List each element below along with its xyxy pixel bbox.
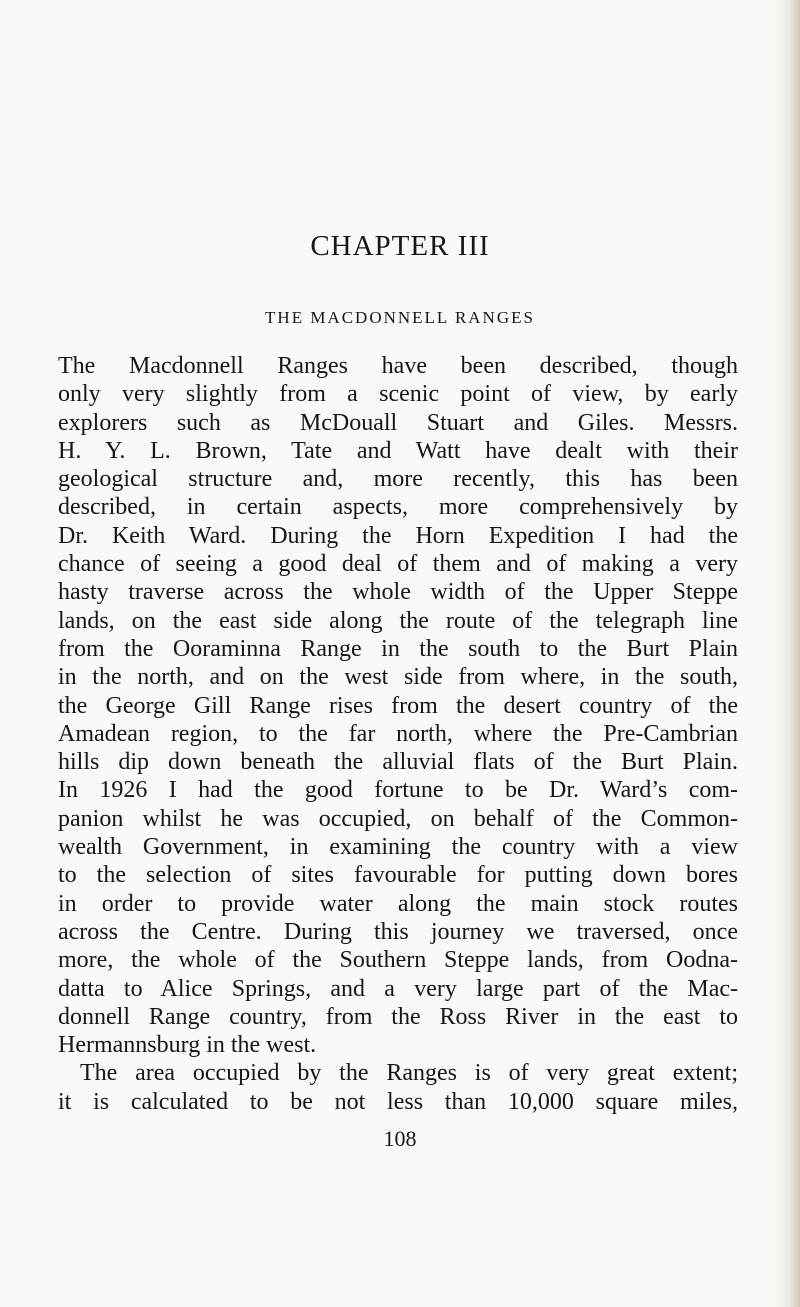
text-line: panion whilst he was occupied, on behalf of the Common- xyxy=(58,805,738,832)
paragraph-1 xyxy=(58,352,738,1059)
text-line: In 1926 I had the good fortune to be Dr. Ward’s com- xyxy=(58,777,738,804)
text-line: the George Gill Range rises from the desert country of the xyxy=(58,692,738,719)
text-line: described, in certain aspects, more comprehensively by xyxy=(58,494,738,521)
chapter-title: THE MACDONNELL RANGES xyxy=(265,308,535,327)
page-edge-shadow xyxy=(774,0,800,1307)
text-line: more, the whole of the Southern Steppe lands, from Oodna- xyxy=(58,947,738,974)
paragraph-2 xyxy=(58,1059,738,1116)
text-line: lands, on the east side along the route of the telegraph line xyxy=(58,607,738,634)
text-line: only very slightly from a scenic point of view, by early xyxy=(58,381,738,408)
text-line: Hermannsburg in the west. xyxy=(58,1032,317,1059)
text-line: Amadean region, to the far north, where the Pre-Cambrian xyxy=(58,720,738,747)
text-line: explorers such as McDouall Stuart and Giles. Messrs. xyxy=(58,409,738,436)
text-line: geological structure and, more recently, this has been xyxy=(58,466,738,493)
text-line: Dr. Keith Ward. During the Horn Expedition I had the xyxy=(58,522,738,549)
text-line: wealth Government, in examining the country with a view xyxy=(58,834,738,861)
body-text xyxy=(58,352,738,1116)
text-line: in the north, and on the west side from where, in the south, xyxy=(58,664,738,691)
text-line: donnell Range country, from the Ross River in the east to xyxy=(58,1003,738,1030)
text-line: it is calculated to be not less than 10,000 square miles, xyxy=(58,1088,738,1115)
page-number: 108 xyxy=(383,1126,417,1151)
text-line: in order to provide water along the main stock routes xyxy=(58,890,738,917)
text-line: The area occupied by the Ranges is of very great extent; xyxy=(80,1060,738,1087)
text-line: datta to Alice Springs, and a very large part of the Mac- xyxy=(58,975,738,1002)
text-line: from the Ooraminna Range in the south to the Burt Plain xyxy=(58,635,738,662)
text-line: across the Centre. During this journey we traversed, once xyxy=(58,918,738,945)
text-line: The Macdonnell Ranges have been described, though xyxy=(58,353,738,379)
text-line: chance of seeing a good deal of them and of making a very xyxy=(58,551,738,578)
chapter-heading: CHAPTER III xyxy=(310,230,490,262)
text-line: to the selection of sites favourable for putting down bores xyxy=(58,862,738,889)
text-line: hasty traverse across the whole width of the Upper Steppe xyxy=(58,579,738,606)
text-line: hills dip down beneath the alluvial flats of the Burt Plain. xyxy=(58,749,738,776)
text-line: H. Y. L. Brown, Tate and Watt have dealt with their xyxy=(58,437,738,464)
